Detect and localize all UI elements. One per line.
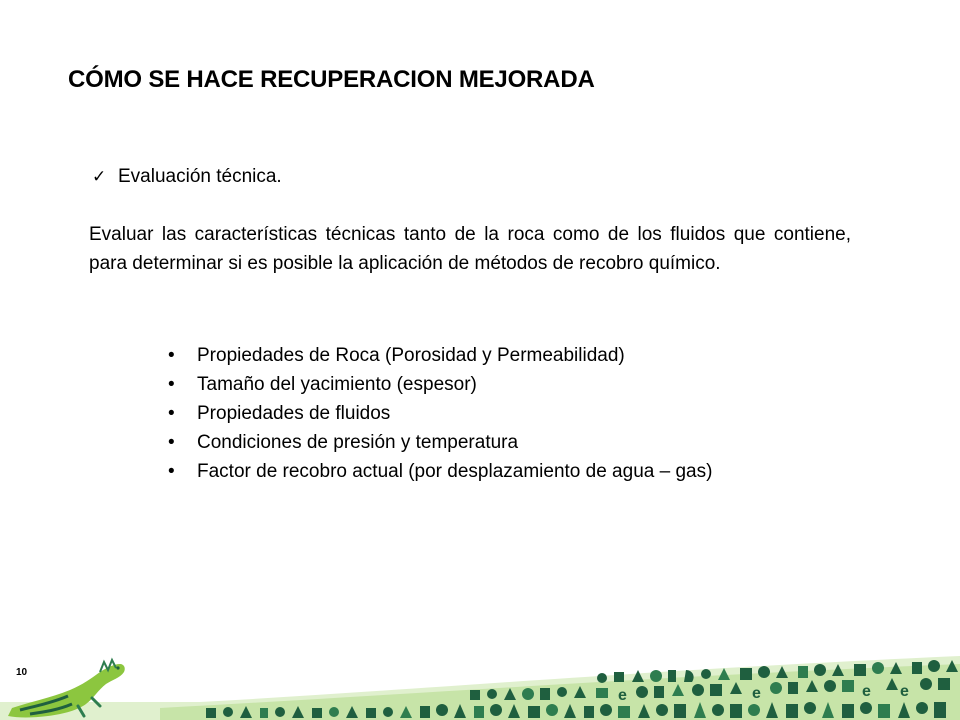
check-item-text: Evaluación técnica. bbox=[118, 166, 282, 187]
bullet-list bbox=[168, 341, 712, 486]
bullet-item: • Tamaño del yacimiento (espesor) bbox=[168, 370, 712, 399]
slide-title: CÓMO SE HACE RECUPERACION MEJORADA bbox=[68, 66, 595, 93]
svg-text:e: e bbox=[618, 687, 627, 704]
svg-text:e: e bbox=[752, 685, 761, 702]
svg-text:e: e bbox=[862, 683, 871, 700]
svg-text:e: e bbox=[900, 683, 909, 700]
bullet-item: • Condiciones de presión y temperatura bbox=[168, 428, 712, 457]
check-item bbox=[92, 166, 282, 188]
checkmark-icon: ✓ bbox=[92, 167, 107, 186]
bullet-icon: • bbox=[168, 432, 175, 453]
footer-decoration bbox=[0, 650, 960, 720]
description-paragraph: Evaluar las características técnicas tanto de la roca como de los fluidos que contiene, para determinar si es posible la aplicación de métodos de recobro químico. bbox=[89, 224, 851, 274]
bullet-icon: • bbox=[168, 374, 175, 395]
bullet-icon: • bbox=[168, 461, 175, 482]
bullet-item: • Propiedades de Roca (Porosidad y Permeabilidad) bbox=[168, 341, 712, 370]
bullet-icon: • bbox=[168, 345, 175, 366]
bullet-item: • Factor de recobro actual (por desplazamiento de agua – gas) bbox=[168, 457, 712, 486]
bullet-item: • Propiedades de fluidos bbox=[168, 399, 712, 428]
bullet-icon: • bbox=[168, 403, 175, 424]
page-number: 10 bbox=[16, 667, 28, 678]
